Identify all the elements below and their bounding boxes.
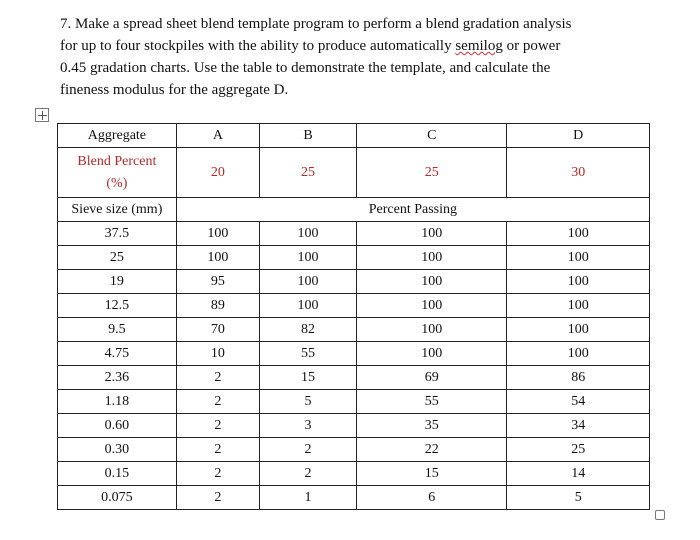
percent-passing-cell: 25: [507, 438, 650, 462]
percent-passing-cell: 54: [507, 390, 650, 414]
percent-passing-cell: 35: [357, 414, 507, 438]
blend-percent-row: [58, 148, 650, 198]
percent-passing-cell: 70: [176, 318, 259, 342]
percent-passing-cell: 2: [176, 390, 259, 414]
header-cell: A: [176, 124, 259, 148]
table-resize-handle-icon[interactable]: [655, 510, 665, 520]
blend-value: 25: [260, 148, 357, 198]
percent-passing-cell: 100: [357, 294, 507, 318]
percent-passing-cell: 2: [176, 438, 259, 462]
percent-passing-cell: 2: [176, 462, 259, 486]
percent-passing-cell: 100: [260, 270, 357, 294]
blend-value: 30: [507, 148, 650, 198]
sieve-size-cell: 12.5: [58, 294, 177, 318]
spellcheck-word: semilog: [455, 38, 503, 54]
problem-line-2: [60, 35, 648, 57]
sieve-size-cell: 9.5: [58, 318, 177, 342]
header-cell: B: [260, 124, 357, 148]
percent-passing-cell: 15: [260, 366, 357, 390]
percent-passing-cell: 86: [507, 366, 650, 390]
table-row: [58, 366, 650, 390]
percent-passing-cell: 100: [176, 222, 259, 246]
header-row: [58, 124, 650, 148]
blend-value: 20: [176, 148, 259, 198]
sieve-size-header: Sieve size (mm): [58, 198, 177, 222]
table-row: [58, 270, 650, 294]
percent-passing-cell: 100: [357, 342, 507, 366]
header-cell: D: [507, 124, 650, 148]
percent-passing-cell: 2: [176, 486, 259, 510]
problem-statement: [60, 13, 648, 101]
percent-passing-cell: 6: [357, 486, 507, 510]
table-move-handle-icon[interactable]: [35, 108, 49, 122]
percent-passing-cell: 15: [357, 462, 507, 486]
subheader-row: [58, 198, 650, 222]
percent-passing-cell: 3: [260, 414, 357, 438]
sieve-size-cell: 25: [58, 246, 177, 270]
percent-passing-cell: 100: [507, 246, 650, 270]
table-row: [58, 342, 650, 366]
percent-passing-cell: 1: [260, 486, 357, 510]
percent-passing-cell: 2: [260, 438, 357, 462]
table-row: [58, 462, 650, 486]
percent-passing-cell: 100: [507, 342, 650, 366]
gradation-table: [57, 123, 650, 510]
sieve-size-cell: 0.30: [58, 438, 177, 462]
percent-passing-cell: 100: [357, 222, 507, 246]
percent-passing-cell: 14: [507, 462, 650, 486]
percent-passing-cell: 34: [507, 414, 650, 438]
problem-line-1: 7. Make a spread sheet blend template program to perform a blend gradation analysis: [60, 16, 572, 32]
sieve-size-cell: 4.75: [58, 342, 177, 366]
percent-passing-cell: 100: [260, 294, 357, 318]
percent-passing-cell: 82: [260, 318, 357, 342]
sieve-size-cell: 2.36: [58, 366, 177, 390]
percent-passing-cell: 2: [176, 414, 259, 438]
sieve-size-cell: 0.60: [58, 414, 177, 438]
percent-passing-cell: 5: [507, 486, 650, 510]
sieve-size-cell: 37.5: [58, 222, 177, 246]
header-cell: C: [357, 124, 507, 148]
percent-passing-cell: 100: [357, 246, 507, 270]
table-row: [58, 438, 650, 462]
problem-line-3: 0.45 gradation charts. Use the table to demonstrate the template, and calculate the: [60, 60, 551, 76]
table-row: [58, 318, 650, 342]
percent-passing-cell: 2: [176, 366, 259, 390]
percent-passing-cell: 100: [507, 222, 650, 246]
problem-line-4: fineness modulus for the aggregate D.: [60, 82, 289, 98]
percent-passing-cell: 100: [176, 246, 259, 270]
percent-passing-cell: 100: [507, 318, 650, 342]
blend-value: 25: [357, 148, 507, 198]
blend-percent-text: Blend Percent (%): [77, 153, 157, 191]
table-row: [58, 390, 650, 414]
sieve-size-cell: 0.15: [58, 462, 177, 486]
table-row: [58, 414, 650, 438]
table-row: [58, 222, 650, 246]
problem-line-2-end: or power: [502, 38, 561, 54]
percent-passing-header: Percent Passing: [176, 198, 649, 222]
percent-passing-cell: 2: [260, 462, 357, 486]
percent-passing-cell: 100: [507, 270, 650, 294]
sieve-size-cell: 1.18: [58, 390, 177, 414]
percent-passing-cell: 95: [176, 270, 259, 294]
percent-passing-cell: 100: [260, 222, 357, 246]
blend-percent-label: [58, 148, 177, 198]
percent-passing-cell: 100: [357, 270, 507, 294]
percent-passing-cell: 55: [260, 342, 357, 366]
problem-line-2-start: for up to four stockpiles with the ability to produce automatically: [60, 38, 456, 54]
sieve-size-cell: 19: [58, 270, 177, 294]
percent-passing-cell: 100: [260, 246, 357, 270]
percent-passing-cell: 100: [357, 318, 507, 342]
percent-passing-cell: 10: [176, 342, 259, 366]
table-row: [58, 294, 650, 318]
percent-passing-cell: 5: [260, 390, 357, 414]
percent-passing-cell: 89: [176, 294, 259, 318]
table-row: [58, 486, 650, 510]
percent-passing-cell: 100: [507, 294, 650, 318]
header-cell: Aggregate: [58, 124, 177, 148]
percent-passing-cell: 22: [357, 438, 507, 462]
percent-passing-cell: 69: [357, 366, 507, 390]
percent-passing-cell: 55: [357, 390, 507, 414]
sieve-size-cell: 0.075: [58, 486, 177, 510]
table-row: [58, 246, 650, 270]
